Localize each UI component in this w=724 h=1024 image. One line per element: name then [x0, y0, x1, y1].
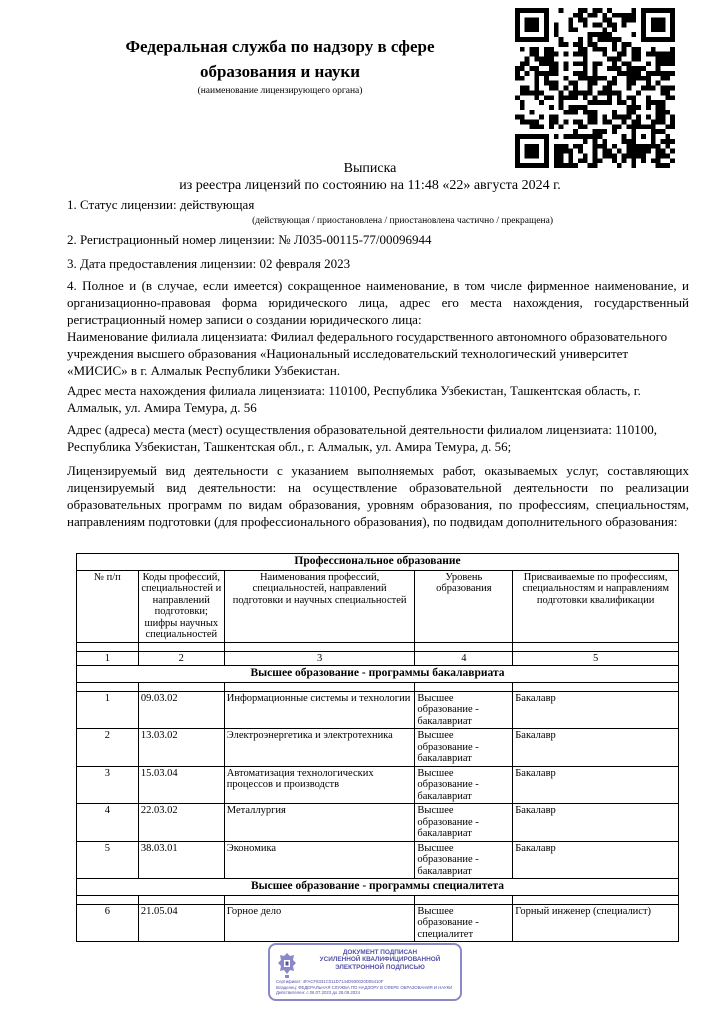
header-number: № п/п [77, 570, 139, 642]
programs-table [76, 553, 679, 942]
row-level: Высшее образование - бакалавриат [415, 804, 513, 842]
row-code: 13.03.02 [138, 729, 224, 767]
stamp-heading [300, 949, 460, 971]
column-number: 5 [513, 651, 679, 666]
column-number: 4 [415, 651, 513, 666]
row-qualification: Бакалавр [513, 691, 679, 729]
section-specialist-row [77, 879, 679, 896]
spacer-row [77, 682, 679, 691]
column-number: 1 [77, 651, 139, 666]
electronic-signature-stamp [268, 943, 462, 1001]
license-status-caption: (действующая / приостановлена / приостановлена частично / прекращена) [252, 216, 553, 226]
table-row [77, 904, 679, 942]
row-qualification: Горный инженер (специалист) [513, 904, 679, 942]
licensing-authority [70, 34, 490, 96]
column-number: 2 [138, 651, 224, 666]
stamp-line3: ЭЛЕКТРОННОЙ ПОДПИСЬЮ [335, 963, 425, 971]
row-code: 15.03.04 [138, 766, 224, 804]
stamp-details [276, 979, 460, 996]
stamp-line2: УСИЛЕННОЙ КВАЛИФИЦИРОВАННОЙ [319, 956, 441, 964]
extract-heading [60, 160, 680, 194]
authority-name-line2: образования и науки [199, 62, 361, 81]
branch-address: Адрес места нахождения филиала лицензиата: 110100, Республика Узбекистан, Ташкентская область, г. Алмалык, ул. Амира Темура, д. 56 [67, 383, 641, 415]
row-name: Автоматизация технологических процессов и производств [224, 766, 415, 804]
spacer-row [77, 642, 679, 651]
row-qualification: Бакалавр [513, 804, 679, 842]
table-row [77, 804, 679, 842]
table-title: Профессиональное образование [77, 554, 679, 571]
header-level: Уровень образования [415, 570, 513, 642]
column-number: 3 [224, 651, 415, 666]
row-level: Высшее образование - бакалавриат [415, 766, 513, 804]
issue-date: 3. Дата предоставления лицензии: 02 февраля 2023 [67, 256, 351, 271]
extract-title: Выписка [343, 161, 397, 176]
table-row [77, 841, 679, 879]
section-bachelor-row [77, 666, 679, 683]
row-level: Высшее образование - бакалавриат [415, 841, 513, 879]
row-name: Горное дело [224, 904, 415, 942]
activity-type: Лицензируемый вид деятельности с указанием выполняемых работ, оказываемых услуг, составляющих лицензируемый вид деятельности: на осуществление образовательной деятельности по реализации образовательных программ по видам образования, уровням образования, по профессиям, специальностям, направлениям подготовки (для профессионального образования), по подвидам дополнительного образования: [67, 463, 689, 529]
stamp-validity: Действителен: с 06.07.2023 до 28.09.2024 [276, 990, 360, 996]
row-level: Высшее образование - специалитет [415, 904, 513, 942]
row-name: Электроэнергетика и электротехника [224, 729, 415, 767]
section-bachelor: Высшее образование - программы бакалавриата [77, 666, 679, 683]
header-names: Наименования профессий, специальностей, направлений подготовки и научных специальностей [224, 570, 415, 642]
qr-code-icon [514, 8, 676, 168]
extract-subtitle: из реестра лицензий по состоянию на 11:48 «22» августа 2024 г. [179, 178, 561, 193]
authority-name-line1: Федеральная служба по надзору в сфере [125, 37, 435, 56]
license-status-text: 1. Статус лицензии: действующая [67, 197, 255, 212]
stamp-owner: Владелец: ФЕДЕРАЛЬНАЯ СЛУЖБА ПО НАДЗОРУ В СФЕРЕ ОБРАЗОВАНИЯ И НАУКИ [276, 984, 453, 990]
row-code: 09.03.02 [138, 691, 224, 729]
stamp-line1: ДОКУМЕНТ ПОДПИСАН [342, 949, 418, 956]
row-number: 2 [77, 729, 139, 767]
row-code: 22.03.02 [138, 804, 224, 842]
authority-caption: (наименование лицензирующего органа) [197, 86, 363, 96]
row-qualification: Бакалавр [513, 729, 679, 767]
activity-address: Адрес (адреса) места (мест) осуществления образовательной деятельности филиалом лицензиата: 110100, Республика Узбекистан, Ташкентская обл., г. Алмалык, ул. Амира Темура, д. 56; [67, 422, 658, 454]
spacer-row [77, 895, 679, 904]
row-level: Высшее образование - бакалавриат [415, 729, 513, 767]
row-name: Экономика [224, 841, 415, 879]
row-number: 5 [77, 841, 139, 879]
table-row [77, 729, 679, 767]
branch-name: Наименование филиала лицензиата: Филиал федерального государственного автономного образовательного учреждения высшего образования «Национальный исследовательский технологический университет «МИСИС» в г. Алмалык Республики Узбекистан. [67, 329, 668, 378]
section-specialist: Высшее образование - программы специалитета [77, 879, 679, 896]
row-name: Металлургия [224, 804, 415, 842]
row-number: 1 [77, 691, 139, 729]
stamp-certificate: Сертификат: 4FACF8331C011D7144D930020D05410F [276, 979, 384, 984]
table-row [77, 766, 679, 804]
row-level: Высшее образование - бакалавриат [415, 691, 513, 729]
row-qualification: Бакалавр [513, 841, 679, 879]
header-qualification: Присваиваемые по профессиям, специальностям и направлениям подготовки квалификации [513, 570, 679, 642]
column-numbers-row [77, 651, 679, 666]
row-number: 6 [77, 904, 139, 942]
table-title-row [77, 554, 679, 571]
registration-number: 2. Регистрационный номер лицензии: № Л035-00115-77/00096944 [67, 232, 432, 247]
item-4-text: 4. Полное и (в случае, если имеется) сокращенное наименование, в том числе фирменное наименование, и организационно-правовая форма юридического лица, адрес его места нахождения, государственный регистрационный номер записи о создании юридического лица: [67, 278, 689, 327]
license-status [67, 196, 689, 230]
row-qualification: Бакалавр [513, 766, 679, 804]
row-number: 3 [77, 766, 139, 804]
table-header-row [77, 570, 679, 642]
row-number: 4 [77, 804, 139, 842]
coat-of-arms-icon [276, 951, 298, 979]
row-code: 21.05.04 [138, 904, 224, 942]
table-row [77, 691, 679, 729]
row-name: Информационные системы и технологии [224, 691, 415, 729]
row-code: 38.03.01 [138, 841, 224, 879]
header-codes: Коды профессий, специальностей и направлений подготовки; шифры научных специальностей [138, 570, 224, 642]
